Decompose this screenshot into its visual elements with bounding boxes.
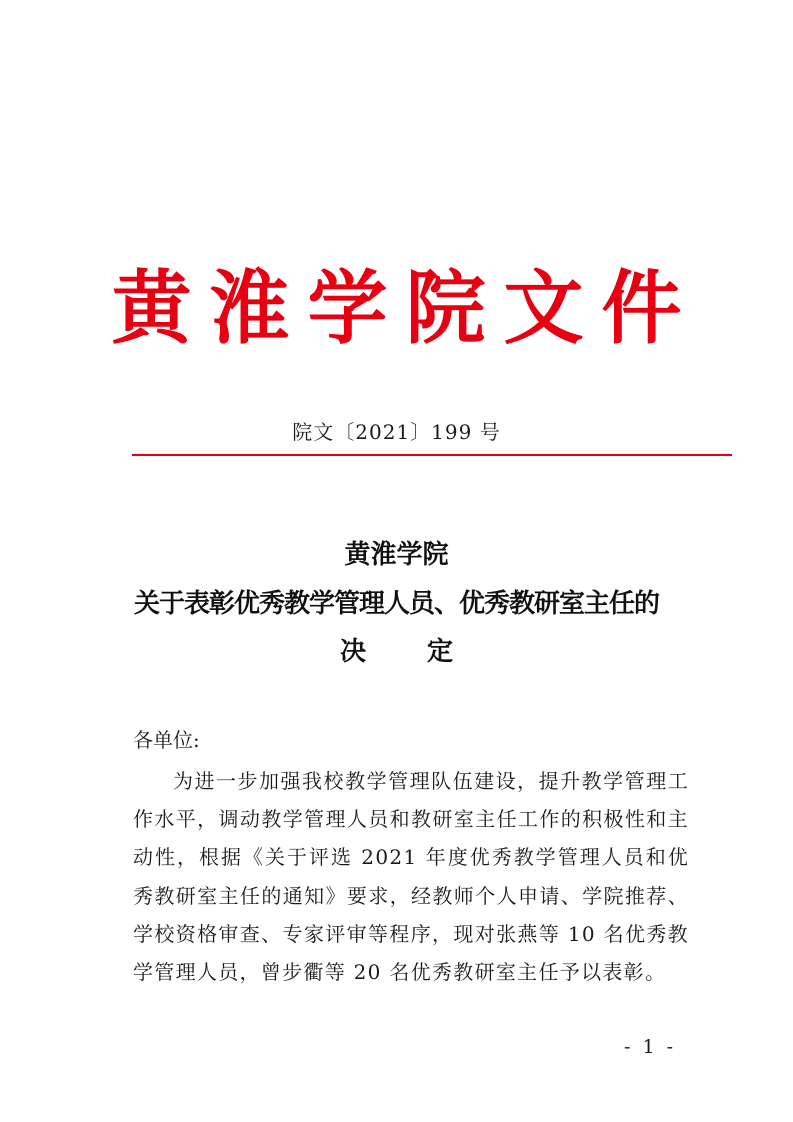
document-masthead: 黄淮学院文件 <box>111 261 700 355</box>
document-title-line-3: 决 定 <box>339 637 480 667</box>
document-title-line-1: 黄淮学院 <box>344 540 449 570</box>
salutation: 各单位: <box>133 728 200 752</box>
red-separator-line <box>132 454 732 456</box>
document-title-line-2: 关于表彰优秀教学管理人员、优秀教研室主任的 <box>133 589 659 619</box>
body-paragraph: 为进一步加强我校教学管理队伍建设，提升教学管理工作水平，调动教学管理人员和教研室主任工作的积极性和主动性，根据《关于评选 2021 年度优秀教学管理人员和优秀教研室主任的通知》要求，经教师个人申请、学院推荐、学校资格审查、专家评审等程序，现对张燕等 10 名优秀教学管理人员，曾步衢等 20 名优秀教研室主任予以表彰。 <box>133 769 689 985</box>
document-number: 院文〔2021〕199 号 <box>292 420 501 444</box>
page-number: - 1 - <box>624 1036 677 1058</box>
